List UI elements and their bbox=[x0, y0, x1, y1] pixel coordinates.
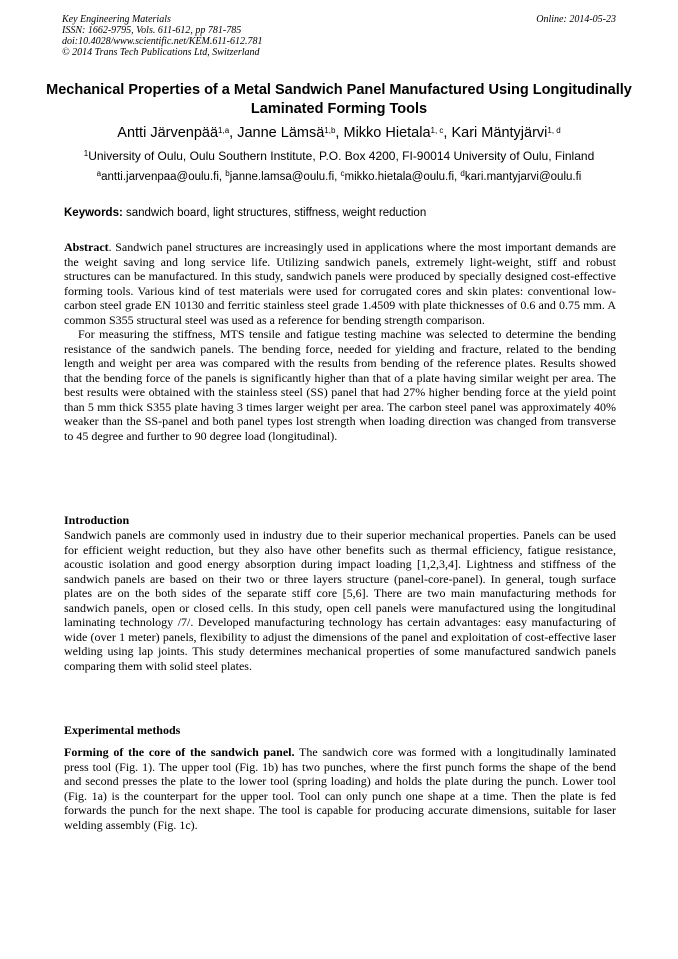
email-mark: b bbox=[225, 169, 230, 178]
affiliation-mark: 1 bbox=[83, 149, 89, 158]
author-affil-mark: 1, d bbox=[547, 126, 561, 135]
email-link[interactable]: kari.mantyjarvi@oulu.fi bbox=[464, 171, 582, 183]
author-name: Kari Mäntyjärvi bbox=[451, 125, 548, 141]
author-affil-mark: 1,b bbox=[324, 126, 336, 135]
experimental-heading: Experimental methods bbox=[64, 723, 181, 737]
forming-text: The sandwich core was formed with a longitudinally laminated press tool (Fig. 1). The upper tool (Fig. 1b) has two punches, where the first punch forms the shape of the bend and second presses the plate to the lower tool (spring loading) and holds the plate during the punch. Lower tool (Fig. 1a) is the counterpart for the upper tool. Tool can only punch one shape at a time. Then the plate is fed forwards the punch for the next shape. The tool is capable for producing accurate dimensions, suitable for laser welding assembly (Fig. 1c). bbox=[64, 745, 616, 832]
keywords bbox=[64, 206, 618, 221]
author-list: Antti Järvenpää$^{1,a}$, Janne Lämsä$^{1,b}$, Mikko Hietala$^{1, c}$, Kari Mäntyjärvi$^{1, d}$ bbox=[117, 125, 561, 141]
email-mark: a bbox=[96, 169, 102, 178]
online-date: Online: 2014-05-23 bbox=[536, 14, 616, 25]
author-name: Mikko Hietala bbox=[343, 125, 431, 141]
keywords-label: Keywords: bbox=[64, 207, 123, 219]
experimental-paragraph bbox=[64, 745, 616, 832]
abstract-paragraph-2: For measuring the stiffness, MTS tensile and fatigue testing machine was selected to determine the bending resistance of the sandwich panels. The bending force, needed for yielding and fracture, related to the bending length and weight per area was compared with the results from bending of the reference plates. Results showed that the bending force of the panels is significantly higher than that of a plate having similar weight per area. The best results were obtained with the stainless steel (SS) panel that had 27% higher bending force at the yield point than 5 mm thick S355 plate having 3 times larger weight per area. The carbon steel panel was approximately 40% weaker than the SS-panel and both panel types lost strength when loading direction was changed from transverse to 45 degree and further to 90 degree load (longitudinal). bbox=[64, 327, 616, 443]
email-link[interactable]: mikko.hietala@oulu.fi, bbox=[344, 171, 458, 183]
affiliation-text: University of Oulu, Oulu Southern Institute, P.O. Box 4200, FI-90014 University of Oulu, Finland bbox=[88, 149, 595, 163]
author-affil-mark: 1,a bbox=[218, 126, 230, 135]
issn: ISSN: 1662-9795, Vols. 611-612, pp 781-785 bbox=[62, 25, 242, 36]
email-link[interactable]: antti.jarvenpaa@oulu.fi, bbox=[101, 171, 223, 183]
doi: doi:10.4028/www.scientific.net/KEM.611-612.781 bbox=[62, 36, 263, 47]
abstract-section bbox=[64, 240, 616, 443]
journal-header bbox=[62, 14, 616, 58]
copyright: © 2014 Trans Tech Publications Ltd, Switzerland bbox=[62, 47, 260, 58]
email-mark: d bbox=[460, 169, 465, 178]
affiliation bbox=[30, 149, 648, 164]
paper-title: Mechanical Properties of a Metal Sandwich Panel Manufactured Using Longitudinally Laminated Forming Tools bbox=[46, 82, 632, 117]
author-name: Antti Järvenpää bbox=[117, 125, 219, 141]
author-emails bbox=[30, 170, 648, 185]
email-mark: c bbox=[340, 169, 345, 178]
author-name: Janne Lämsä bbox=[237, 125, 325, 141]
abstract-text: . Sandwich panel structures are increasingly used in applications where the most important demands are the weight saving and long service life. Utilizing sandwich panels, extremely light-weight, stiff and robust structures can be manufactured. In this study, sandwich panels were produced by specially designed cost-effective forming tools. Various kind of test materials were used for corrugated cores and skin plates: conventional low-carbon steel grade EN 10130 and ferritic stainless steel grade 1.4509 with plate thicknesses of 0.6 and 0.75 mm. A common S355 structural steel was used as a reference for bending strength comparison. bbox=[64, 240, 616, 327]
introduction-heading: Introduction bbox=[64, 513, 130, 527]
forming-subheading: Forming of the core of the sandwich panel. bbox=[64, 745, 295, 759]
journal-name: Key Engineering Materials bbox=[62, 14, 171, 25]
abstract-label: Abstract bbox=[64, 240, 109, 254]
abstract-paragraph-1 bbox=[64, 240, 616, 327]
introduction-text: Sandwich panels are commonly used in industry due to their superior mechanical properties. Panels can be used for efficient weight reduction, but they also have other benefits such as thermal efficiency, fatigue resistance, acoustic isolation and good energy absorption during impact loading [1,2,3,4]. Lightness and stiffness of the sandwich panels are based on their two or three layers structure (panel-core-panel). In general, tough surface plates are on the both sides of the separate stiff core [5,6]. There are two main manufacturing methods for sandwich panels, open or closed cells. In this study, open cell panels were manufactured using the longitudinal laminating technology /7/. Developed manufacturing technology has certain advantages: easy manufacturing of wide (over 1 meter) panels, flexibility to adjust the dimensions of the panel and exploitation of cost-effective laser welding using lap joints. This study determines mechanical properties of some manufactured sandwich panels comparing them with solid steel plates. bbox=[64, 528, 616, 673]
keywords-text: sandwich board, light structures, stiffness, weight reduction bbox=[126, 207, 427, 219]
author-affil-mark: 1, c bbox=[430, 126, 444, 135]
email-link[interactable]: janne.lamsa@oulu.fi, bbox=[229, 171, 338, 183]
